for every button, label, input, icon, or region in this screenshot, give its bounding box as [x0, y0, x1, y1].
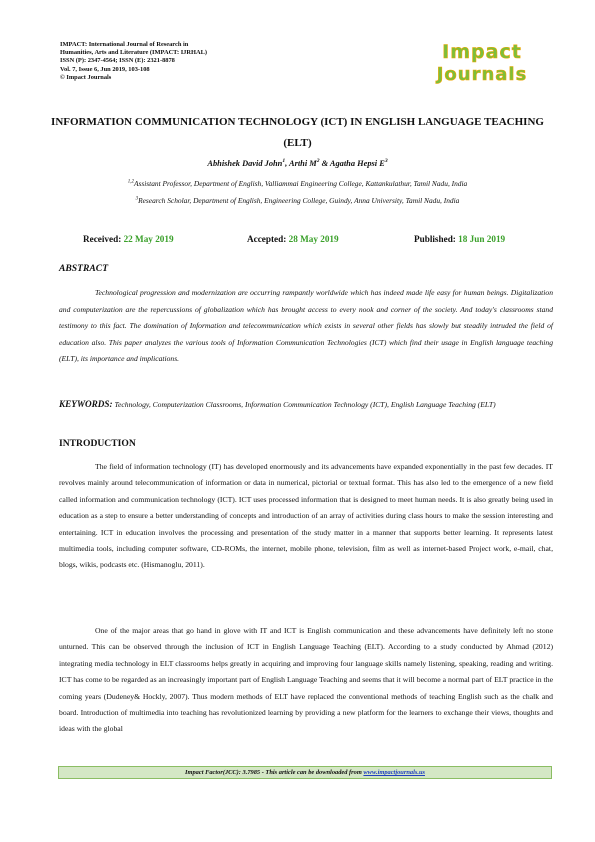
received-label: Received:	[83, 234, 124, 244]
author-list	[40, 158, 555, 168]
journal-copyright: © Impact Journals	[60, 73, 112, 81]
keywords-text: Technology, Computerization Classrooms, Information Communication Technology (ICT), English Language Teaching (ELT)	[112, 400, 496, 409]
accepted-value: 28 May 2019	[288, 234, 339, 244]
abstract-text: Technological progression and modernization are occurring rampantly worldwide which has indeed made life easy for human beings. Digitalization and computerization are the repercussions of globalization which has brought access to every nook and corner of the society. And today's classrooms stand testimony to this fact. The domination of Information and telecommunication which exists in several other fields has slowly but steadily intruded the field of education also. This paper analyzes the various tools of Information Communication Technologies (ICT) which find their usage in English language teaching (ELT), its importance and implications.	[59, 288, 553, 364]
svg-text:Journals: Journals	[436, 64, 528, 85]
introduction-heading: INTRODUCTION	[59, 438, 136, 449]
journal-volume: Vol. 7, Issue 6, Jun 2019, 103-108	[60, 65, 150, 73]
keywords-label: KEYWORDS:	[59, 399, 113, 409]
journal-name-line2: Humanities, Arts and Literature (IMPACT: IJRHAL)	[60, 49, 207, 57]
author-2: , Arthi M	[285, 158, 317, 168]
footer-text: Impact Factor(JCC): 3.7985 - This article can be downloaded from	[185, 769, 364, 776]
affiliation-1-sup: 1,2	[127, 179, 134, 185]
affiliation-2	[40, 196, 555, 205]
accepted-label: Accepted:	[247, 234, 289, 244]
impact-journals-logo	[412, 38, 552, 86]
author-2-sup: 2	[316, 158, 320, 164]
affiliation-2-text: Research Scholar, Department of English, Engineering College, Guindy, Anna University, Tamil Nadu, India	[138, 196, 460, 205]
published-label: Published:	[414, 234, 459, 244]
accepted-date	[247, 234, 339, 244]
svg-text:Impact: Impact	[442, 41, 522, 63]
journal-name-line1: IMPACT: International Journal of Research in	[60, 41, 189, 48]
affiliation-1-text: Assistant Professor, Department of English, Valliammai Engineering College, Kattankulathur, Tamil Nadu, India	[133, 179, 468, 188]
published-value: 18 Jun 2019	[458, 234, 506, 244]
journal-header	[60, 41, 390, 82]
introduction-paragraph-2: One of the major areas that go hand in glove with IT and ICT is English communication and these advancements have definitely left no stone unturned. This can be observed through the inclusion of ICT in English Language Teaching (ELT). According to a study conducted by Ahmad (2012) integrating media technology in ELT classrooms helps greatly in acquiring and improving four language skills namely listening, speaking, reading and writing. ICT has come to be regarded as an increasingly important part of English Language Teaching and seems that it will become a normal part of ELT practice in the coming years (Dudeney& Hockly, 2007). Thus modern methods of ELT have replaced the conventional methods of teaching English such as the chalk and board. Introduction of multimedia into teaching has revolutionized learning by providing a new platform for the learners to exchange their views, thoughts and ideas with the global	[59, 626, 553, 734]
paper-title: INFORMATION COMMUNICATION TECHNOLOGY (ICT) IN ENGLISH LANGUAGE TEACHING (ELT)	[51, 116, 544, 149]
introduction-paragraph-1: The field of information technology (IT) has developed enormously and its advancements have expanded exponentially in the past few decades. IT revolves mainly around telecommunication of information or data in numerical, pictorial or textual format. This has also led to the emergence of a new field called information and communication technology (ICT). ICT uses processed information that is designed to meet human needs. It is also greatly being used in education as a step to ensure a better understanding of concepts and introduction of an array of activities during class hours to make the session interesting and entertaining. ICT in education involves the processing and presentation of the study matter in a manner that supports better learning. It represents latest multimedia tools, including computer software, CD-ROMs, the internet, mobile phone, television, film as well as internet-based Project work, e-mail, chat, blogs, wikis, podcasts etc. (Hismanoglu, 2011).	[59, 462, 553, 570]
journal-issn: ISSN (P): 2347-4564; ISSN (E): 2321-8878	[60, 57, 175, 65]
affiliation-1	[40, 179, 555, 188]
author-1-sup: 1	[282, 158, 286, 164]
keywords	[59, 396, 553, 413]
received-value: 22 May 2019	[123, 234, 174, 244]
author-1: Abhishek David John	[207, 158, 283, 168]
footer-bar	[58, 766, 552, 779]
abstract-heading: ABSTRACT	[59, 263, 109, 274]
affiliation-2-sup: 3	[135, 196, 139, 202]
author-3-sup: 3	[384, 158, 388, 164]
footer-link[interactable]: www.impactjournals.us	[363, 769, 425, 776]
author-3: & Agatha Hepsi E	[319, 158, 385, 168]
published-date	[414, 234, 505, 244]
received-date	[83, 234, 174, 244]
